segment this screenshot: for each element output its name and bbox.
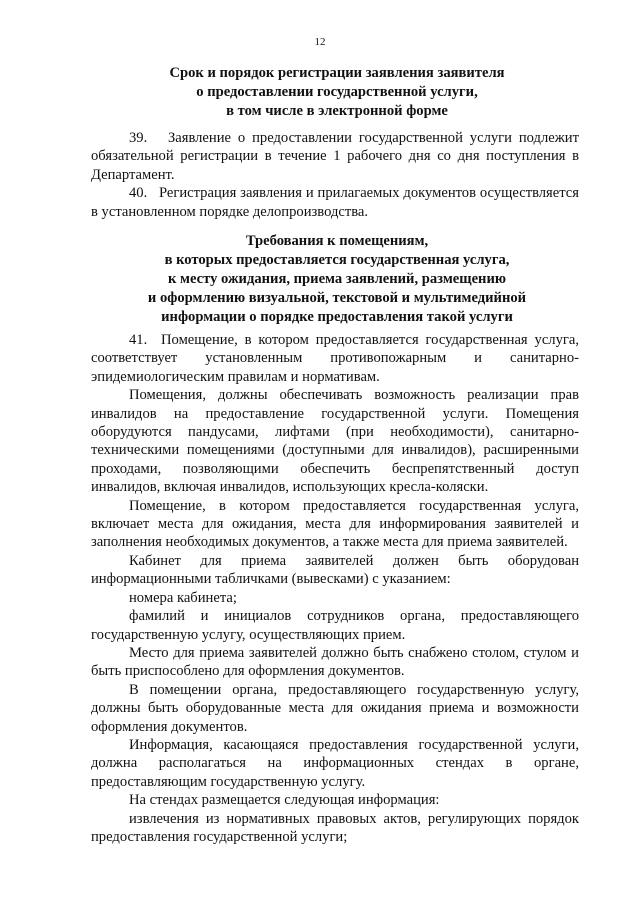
- heading-line: к месту ожидания, приема заявлений, размещению: [167, 271, 507, 287]
- heading-line: о предоставлении государственной услуги,: [196, 84, 478, 100]
- paragraph-39: 39. Заявление о предоставлении государственной услуги подлежит обязательной регистрации в течение 1 рабочего дня со дня поступления в Департамент.: [91, 130, 579, 183]
- heading-line: в которых предоставляется государственная услуга,: [164, 252, 510, 268]
- paragraph: Место для приема заявителей должно быть снабжено столом, стулом и быть приспособлено для оформления документов.: [91, 644, 579, 680]
- paragraph-41: 41. Помещение, в котором предоставляется государственная услуга, соответствует установленным противопожарным и санитарно-эпидемиологическим правилам и нормативам.: [91, 332, 579, 385]
- list-item: извлечения из нормативных правовых актов, регулирующих порядок предоставления государственной услуги;: [91, 810, 579, 845]
- paragraph: В помещении органа, предоставляющего государственную услугу, должны быть оборудованные места для ожидания приема и возможности оформления документов.: [91, 681, 579, 735]
- page-number: 12: [314, 36, 326, 48]
- paragraph: На стендах размещается следующая информация:: [129, 792, 440, 809]
- paragraph: Помещение, в котором предоставляется государственная услуга, включает места для ожидания, места для информирования заявителей и заполнения необходимых документов, а также места для приема заявителей.: [91, 497, 579, 551]
- paragraph: Информация, касающаяся предоставления государственной услуги, должна располагаться на информационных стендах в органе, предоставляющим государственную услугу.: [91, 736, 579, 790]
- list-item: фамилий и инициалов сотрудников органа, предоставляющего государственную услугу, осуществляющих прием.: [91, 608, 579, 643]
- paragraph-40: 40. Регистрация заявления и прилагаемых документов осуществляется в установленном порядке делопроизводства.: [91, 185, 579, 220]
- section-body-registration: [91, 129, 579, 221]
- paragraph: Помещения, должны обеспечивать возможность реализации прав инвалидов на предоставление государственной услуги. Помещения оборудуются пандусами, лифтами (при необходимости), санитарно-техническими помещениями (доступными для инвалидов), расширенными проходами, позволяющими обеспечить беспрепятственный доступ инвалидов, включая инвалидов, использующих кресла-коляски.: [91, 387, 579, 496]
- heading-line: Требования к помещениям,: [245, 233, 429, 249]
- section-heading-premises: [60, 232, 614, 327]
- heading-line: Срок и порядок регистрации заявления заявителя: [169, 65, 505, 81]
- heading-line: в том числе в электронной форме: [226, 103, 448, 119]
- section-heading-registration: [60, 64, 614, 121]
- list-item: номера кабинета;: [129, 589, 237, 606]
- section-body-premises: [91, 331, 579, 846]
- heading-line: информации о порядке предоставления такой услуги: [161, 309, 513, 325]
- paragraph: Кабинет для приема заявителей должен быть оборудован информационными табличками (вывесками) с указанием:: [91, 552, 579, 588]
- heading-line: и оформлению визуальной, текстовой и мультимедийной: [147, 290, 527, 306]
